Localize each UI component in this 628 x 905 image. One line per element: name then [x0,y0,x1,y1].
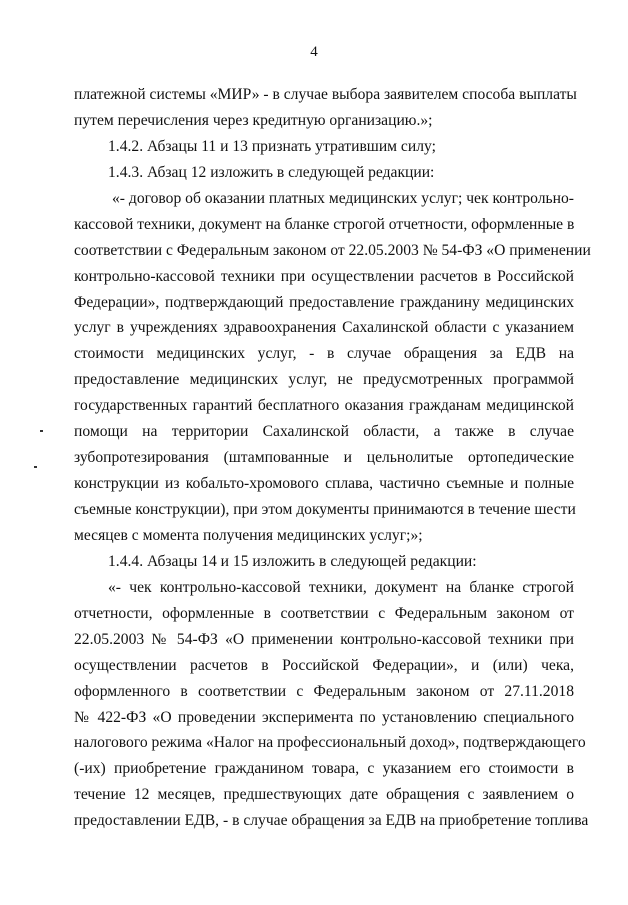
text-line: путем перечисления через кредитную организацию.»; [74,111,433,129]
text-line: съемные конструкции), при этом документы принимаются в течение шести [74,501,576,518]
document-body [74,82,591,834]
text-line: течение 12 месяцев, предшествующих дате обращения с заявлением о [74,786,574,804]
text-line: кассовой техники, документ на бланке строгой отчетности, оформленные в [74,215,575,233]
text-line: «- чек контрольно-кассовой техники, документ на бланке строгой [108,578,574,596]
text-line: 1.4.4. Абзацы 14 и 15 изложить в следующей редакции: [108,552,477,570]
text-line: налогового режима «Налог на профессиональный доход», подтверждающего [74,734,586,752]
text-line: «- договор об оказании платных медицинских услуг; чек контрольно- [112,189,574,207]
text-line: месяцев с момента получения медицинских услуг;»; [74,526,423,544]
text-line: 22.05.2003 № 54-ФЗ «О применении контрольно-кассовой техники при [74,630,574,648]
text-line: услуг в учреждениях здравоохранения Сахалинской области с указанием [74,319,574,337]
text-line: 1.4.3. Абзац 12 изложить в следующей редакции: [108,163,435,181]
text-line: контрольно-кассовой техники при осуществлении расчетов в Российской [74,267,574,285]
text-line: оформленного в соответствии с Федеральным законом от 27.11.2018 [74,682,574,700]
text-line: осуществлении расчетов в Российской Федерации», и (или) чека, [74,656,574,674]
text-line: помощи на территории Сахалинской области, а также в случае [74,423,574,441]
text-line: предоставлении ЕДВ, - в случае обращения за ЕДВ на приобретение топлива [74,812,589,830]
text-line: Федерации», подтверждающий предоставление гражданину медицинских [74,293,574,311]
text-line: № 422-ФЗ «О проведении эксперимента по установлению специального [74,708,574,726]
text-line: зубопротезирования (штампованные и цельнолитые ортопедические [74,449,574,467]
text-line: платежной системы «МИР» - в случае выбора заявителем способа выплаты [74,86,577,103]
page-number: 4 [310,44,318,60]
scan-speck [40,430,43,432]
text-line: государственных гарантий бесплатного оказания гражданам медицинской [74,397,574,415]
text-line: соответствии с Федеральным законом от 22.05.2003 № 54-ФЗ «О применении [74,241,591,259]
text-line: (-их) приобретение гражданином товара, с указанием его стоимости в [74,760,574,778]
text-line: предоставление медицинских услуг, не предусмотренных программой [74,371,574,389]
text-line: конструкции из кобальто-хромового сплава, частично съемные и полные [74,475,574,493]
scan-speck [34,466,37,468]
text-line: отчетности, оформленные в соответствии с Федеральным законом от [74,604,574,622]
text-line: 1.4.2. Абзацы 11 и 13 признать утратившим силу; [108,137,436,155]
text-line: стоимости медицинских услуг, - в случае обращения за ЕДВ на [74,345,574,363]
